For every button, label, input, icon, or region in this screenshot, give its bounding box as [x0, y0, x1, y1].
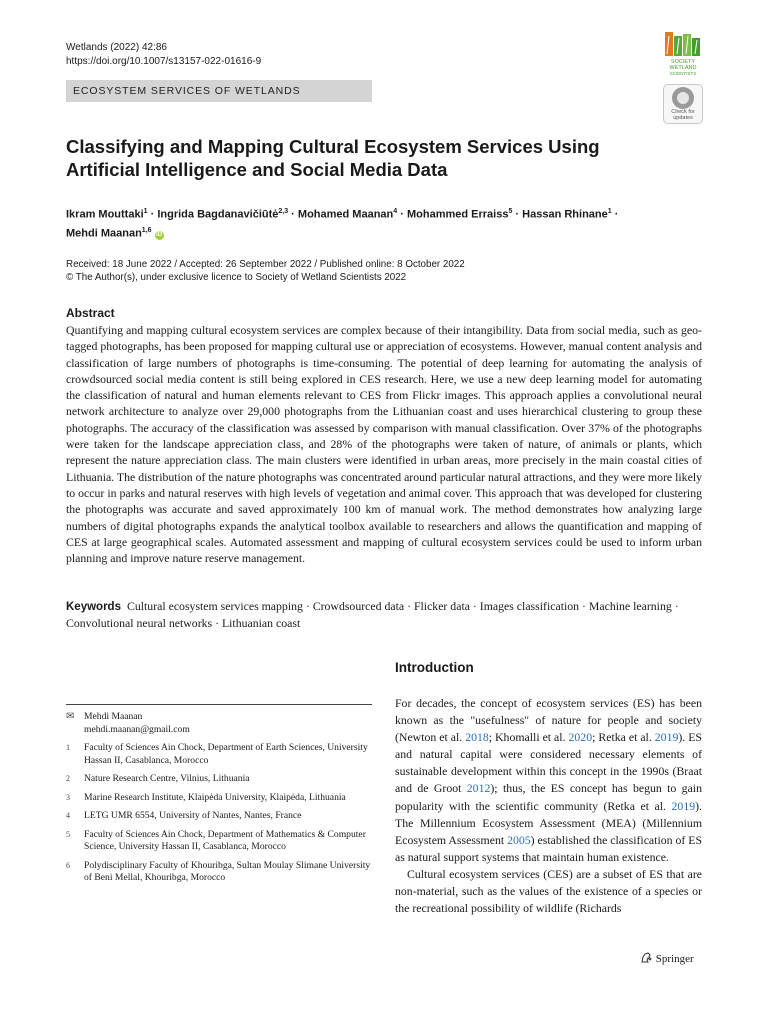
keywords-text: Cultural ecosystem services mapping · Crowdsourced data · Flicker data · Images classification · Machine learning · Convolutional neural networks · Lithuanian coast — [66, 599, 679, 630]
author-affiliation: 1 — [607, 208, 612, 215]
affiliation-text: Faculty of Sciences Ain Chock, Department of Mathematics & Computer Science, University Hassan II, Casablanca, Morocco — [84, 828, 366, 852]
author-affiliation: 2,3 — [278, 208, 289, 215]
citation-link[interactable]: 2019 — [671, 798, 696, 813]
author-separator: · — [291, 208, 295, 221]
affiliation-item — [66, 792, 372, 805]
author-separator: · — [515, 208, 520, 221]
springer-horse-icon — [640, 951, 653, 964]
affiliation-item — [66, 829, 372, 854]
affiliation-number: 4 — [66, 811, 70, 820]
publisher-name: Springer — [655, 953, 694, 965]
citation-link[interactable]: 2012 — [466, 781, 491, 796]
intro-paragraph-2: Cultural ecosystem services (CES) are a subset of ES that are non-material, such as the values of the existence of a species or the recreational possibility of wildlife (Richards — [395, 866, 702, 916]
intro-paragraph-1 — [395, 695, 702, 866]
envelope-icon: ✉ — [66, 711, 75, 722]
intro-text-run: ; Retka et al. — [592, 730, 655, 745]
journal-citation: Wetlands (2022) 42:86 — [66, 42, 167, 53]
wetland-society-logo-icon — [663, 30, 703, 76]
affiliation-text: LETG UMR 6554, University of Nantes, Nantes, France — [84, 810, 302, 821]
citation-link[interactable]: 2019 — [654, 730, 679, 745]
contact-email[interactable]: mehdi.maanan@gmail.com — [84, 723, 190, 735]
check-badge-line-2: updates — [673, 115, 693, 121]
affiliation-text: Nature Research Centre, Vilnius, Lithuania — [84, 773, 250, 784]
author-separator: · — [400, 208, 404, 221]
keywords-label: Keywords — [66, 601, 121, 613]
citation-link[interactable]: 2018 — [465, 730, 489, 745]
affiliation-item — [66, 773, 372, 786]
check-updates-icon — [672, 87, 694, 109]
affiliation-number: 5 — [66, 829, 70, 839]
copyright-line: © The Author(s), under exclusive licence to Society of Wetland Scientists 2022 — [66, 272, 407, 283]
citation-link[interactable]: 2020 — [568, 730, 593, 745]
contact-name: Mehdi Maanan — [84, 711, 143, 722]
author-name: Mehdi Maanan — [66, 227, 142, 240]
check-badge-line-1: Check for — [671, 109, 695, 115]
intro-text-run: For decades, the concept of ecosystem services (ES) has been known as the "usefulness" of nature for people and society (Newton et al. — [395, 696, 702, 745]
society-logo — [663, 30, 703, 76]
intro-text-run: ). The Millennium Ecosystem Assessment (MEA) (Millennium Ecosystem Assessment — [395, 798, 702, 847]
check-for-updates-badge[interactable] — [663, 84, 703, 124]
doi-link[interactable]: https://doi.org/10.1007/s13157-022-01616-9 — [66, 56, 262, 67]
publication-dates — [66, 258, 465, 284]
author-name: Ingrida Bagdanavičiūtė — [157, 208, 279, 221]
intro-text-run: ; Khomalli et al. — [488, 730, 569, 745]
affiliation-number: 1 — [66, 743, 70, 752]
author-affiliation: 5 — [508, 208, 513, 215]
introduction-body — [395, 695, 702, 917]
author-list — [66, 204, 686, 241]
abstract-heading: Abstract — [66, 306, 115, 320]
author-separator: · — [614, 208, 619, 221]
logo-line-1: SOCIETY — [670, 59, 696, 65]
section-banner: ECOSYSTEM SERVICES OF WETLANDS — [66, 80, 372, 102]
author-affiliation: 1,6 — [141, 226, 152, 234]
keywords — [66, 598, 702, 631]
author-name: Hassan Rhinane — [522, 208, 608, 221]
author-name: Mohammed Erraiss — [406, 208, 509, 221]
author-affiliation: 4 — [393, 208, 398, 215]
affiliation-item — [66, 742, 372, 767]
citation-link[interactable]: 2005 — [507, 832, 531, 847]
footnote-divider — [66, 704, 372, 705]
abstract-text: Quantifying and mapping cultural ecosystem services are complex because of their intangibility. Data from social media, such as geo-tagged photographs, has been proposed for mapping cultural use or appreciation of ecosystems. However, manual content analysis and classification of large numbers of photographs is time-consuming. The potential of deep learning for automating the analysis of crowdsourced social media content is still being explored in CES research. Here, we use a new deep learning model for automating the classification of natural and human elements relevant to CES from Flickr images. This approach applies a convolutional neural network architecture to analyze over 29,000 photographs from the Lithuanian coast and uses hierarchical clustering to group these photographs. The accuracy of the classification was assessed by comparison with manual classification. Over 37% of the photographs were taken for the landscape appreciation class, and 28% of the photographs were taken of nature, of animals or plants, which represent the nature appreciation class. The main clusters were identified in urban areas, more precisely in the main coastal cities of Lithuania. The distribution of the nature photographs was concentrated around particular natural attractions, and they were more likely to occur in parks and natural reserves with high levels of vegetation and animal cover. This approach that was developed for clustering the photographs was accurate and saved approximately 100 km of manual work. The method demonstrates how analyzing large numbers of digital photographs expands the analytical toolbox available to researchers and allows the quantification and mapping of CES at large geographical scales. Automated assessment and mapping of cultural ecosystem services could be used to inform urban planning and improve nature reserve management. — [66, 323, 702, 566]
dates-line: Received: 18 June 2022 / Accepted: 26 September 2022 / Published online: 8 October 2022 — [66, 259, 465, 270]
orcid-icon[interactable]: iD — [156, 232, 163, 239]
paper-title: Classifying and Mapping Cultural Ecosystem Services Using Artificial Intelligence and Social Media Data — [66, 136, 600, 180]
affiliation-text: Marine Research Institute, Klaipėda University, Klaipėda, Lithuania — [84, 791, 346, 803]
affiliation-number: 3 — [66, 792, 70, 802]
author-affiliation: 1 — [143, 208, 148, 215]
author-name: Mohamed Maanan — [297, 208, 394, 221]
affiliation-number: 2 — [66, 774, 70, 783]
affiliation-item — [66, 810, 372, 823]
intro-text-run: ); thus, the ES concept has begun to gain popularity with the scientific community (Retka et al. — [395, 781, 702, 813]
intro-text-run: ) established the classification of ES as natural support systems that maintain human existence. — [395, 832, 703, 864]
affiliation-number: 6 — [66, 860, 70, 870]
contact-author — [66, 711, 372, 736]
affiliation-text: Faculty of Sciences Ain Chock, Department of Earth Sciences, University Hassan II, Casablanca, Morocco — [84, 742, 368, 766]
affiliation-text: Polydisciplinary Faculty of Khouribga, Sultan Moulay Slimane University of Beni Mellal, Khouribga, Morocco — [84, 859, 371, 883]
intro-text-run: ). ES and natural capital were considered necessary elements of sustainable development within this concept in the 1990s (Braat and de Groot — [395, 730, 702, 796]
logo-line-2: WETLAND — [669, 65, 697, 71]
journal-citation-block — [66, 41, 261, 69]
author-name: Ikram Mouttaki — [66, 208, 144, 221]
affiliation-item — [66, 860, 372, 885]
publisher-mark — [640, 951, 694, 965]
author-separator: · — [150, 208, 155, 221]
introduction-heading: Introduction — [395, 660, 474, 675]
affiliation-footnotes — [66, 711, 372, 891]
logo-line-3: SCIENTISTS — [669, 71, 697, 76]
